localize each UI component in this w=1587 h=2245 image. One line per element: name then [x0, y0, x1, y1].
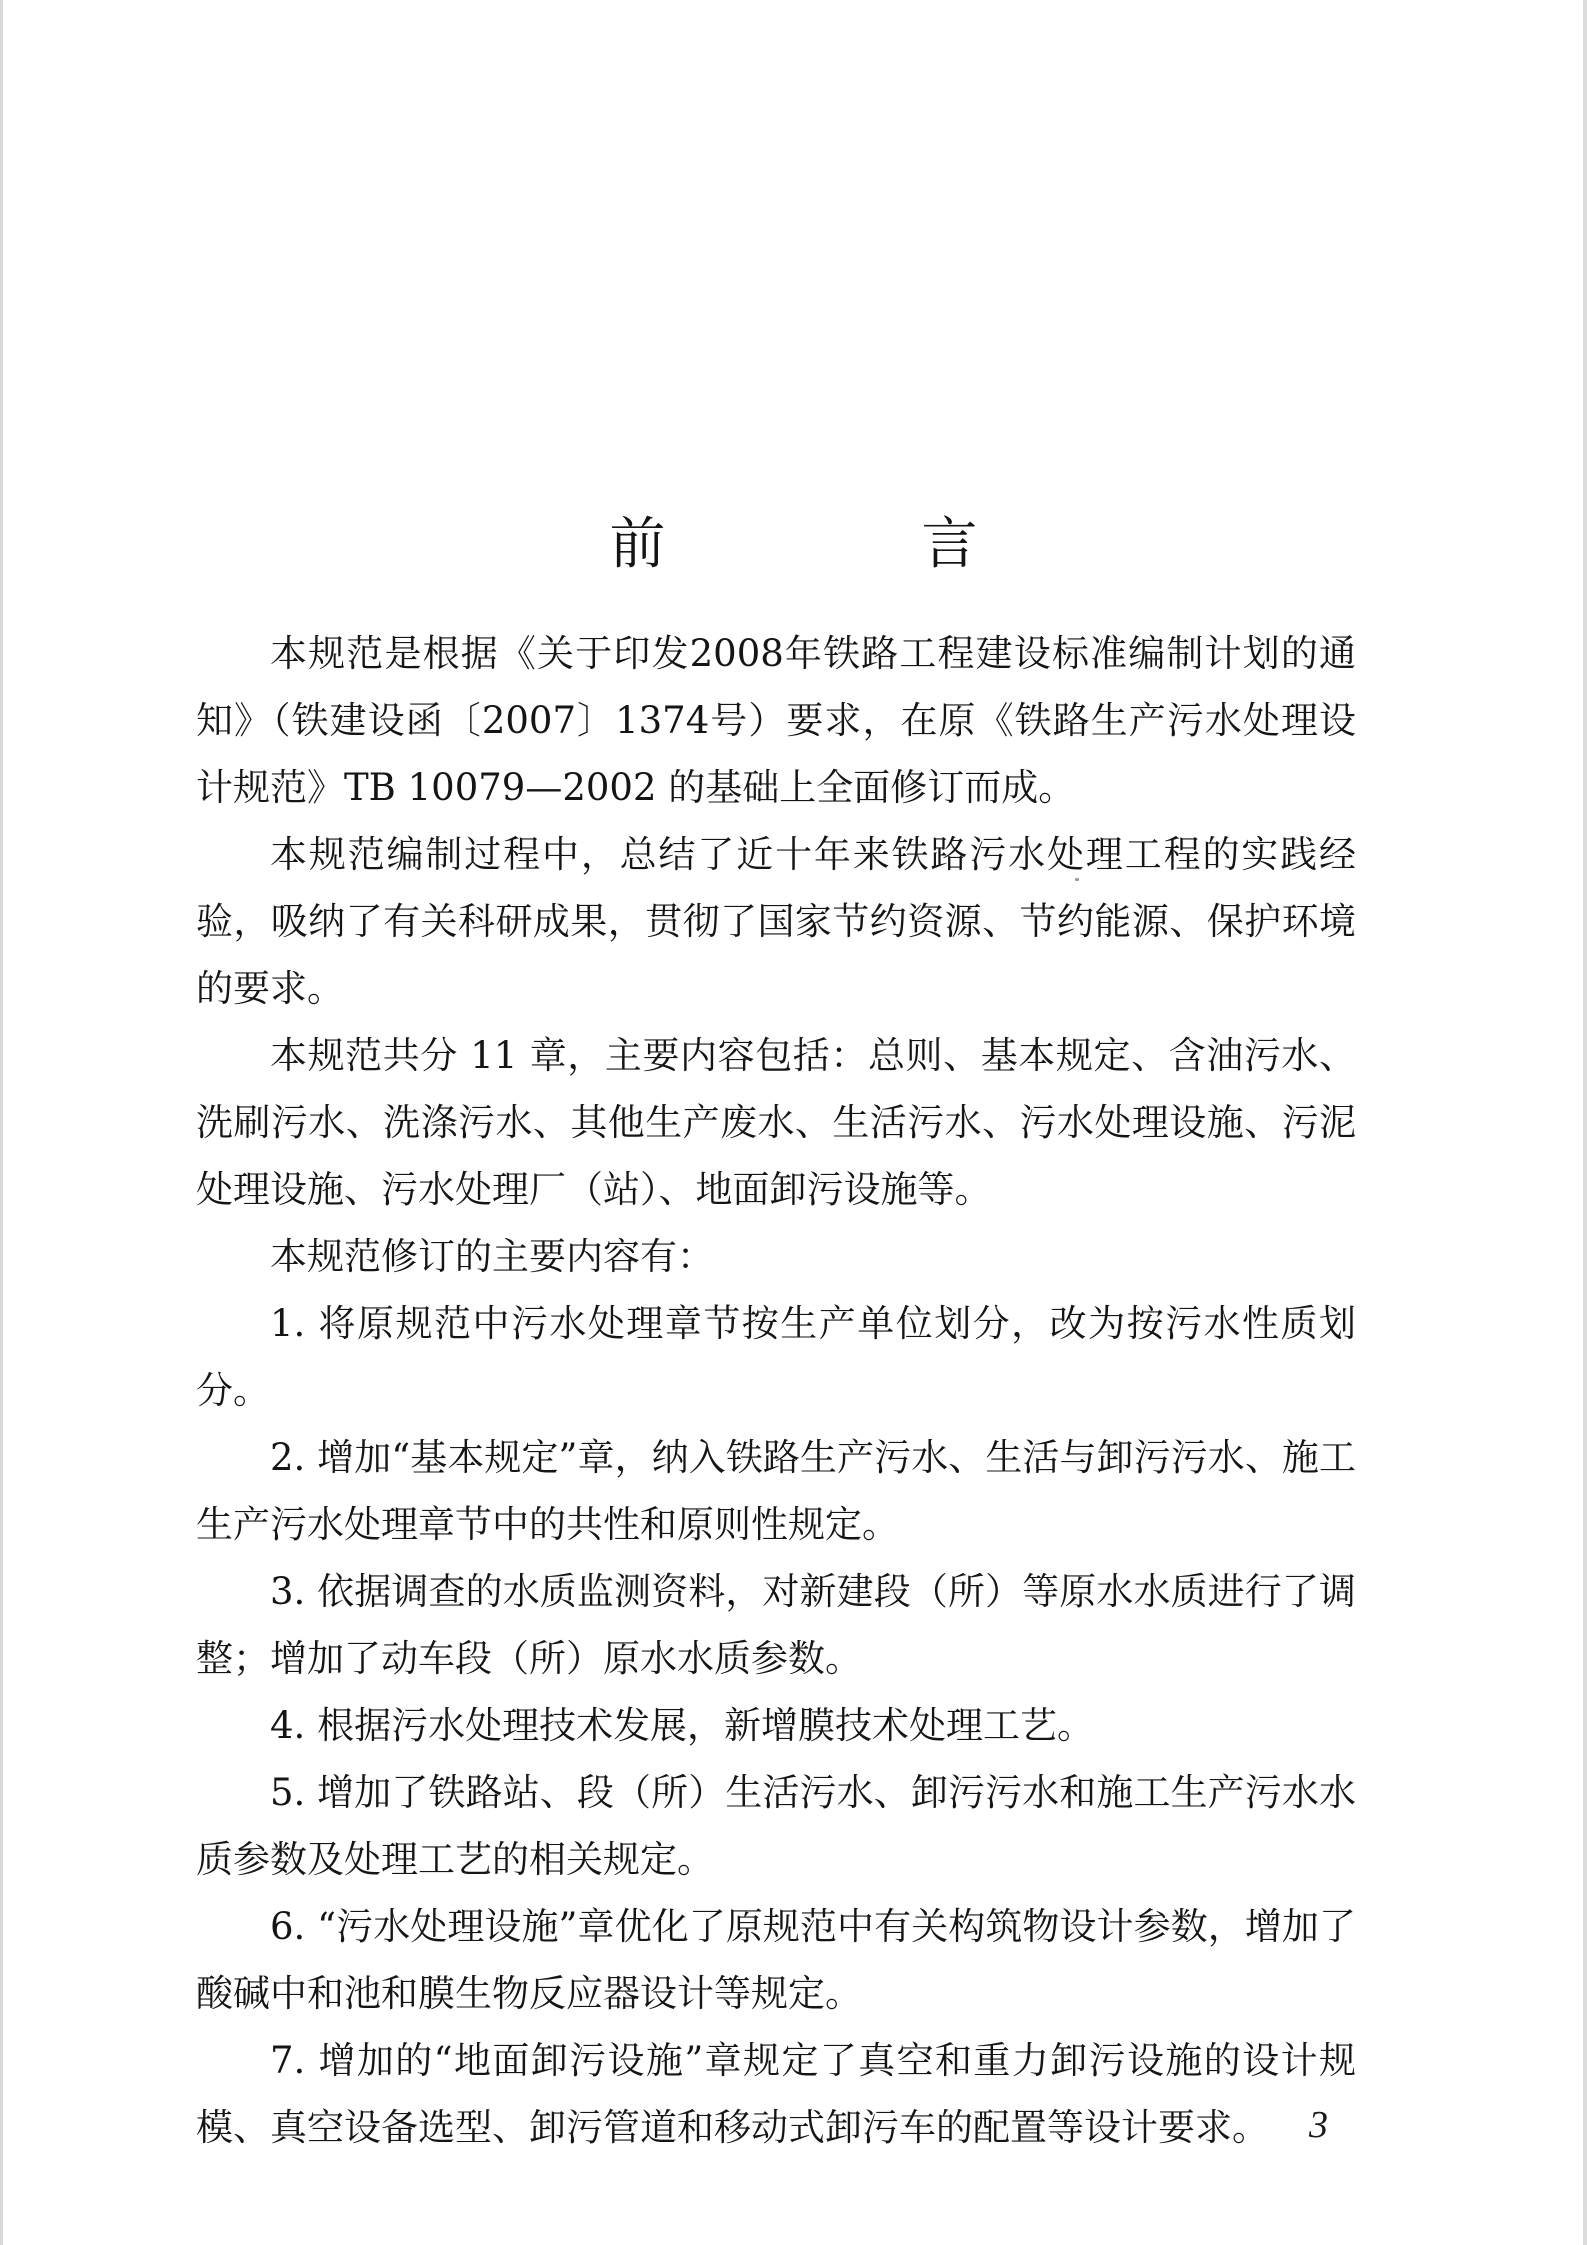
- list-item: 6. “污水处理设施”章优化了原规范中有关构筑物设计参数，增加了酸碱中和池和膜生物反应器设计等规定。: [196, 1905, 1356, 2015]
- list-item: 3. 依据调查的水质监测资料，对新建段（所）等原水水质进行了调整；增加了动车段（所）原水水质参数。: [196, 1570, 1356, 1680]
- scan-right-edge: [1583, 0, 1587, 2245]
- list-item: 7. 增加的“地面卸污设施”章规定了真空和重力卸污设施的设计规模、真空设备选型、卸污管道和移动式卸污车的配置等设计要求。: [196, 2039, 1356, 2149]
- list-item: 5. 增加了铁路站、段（所）生活污水、卸污污水和施工生产污水水质参数及处理工艺的相关规定。: [196, 1771, 1356, 1881]
- body-text: [196, 620, 1356, 2161]
- paragraph: 本规范共分 11 章，主要内容包括：总则、基本规定、含油污水、洗刷污水、洗涤污水、其他生产废水、生活污水、污水处理设施、污泥处理设施、污水处理厂（站）、地面卸污设施等。: [196, 1034, 1356, 1211]
- scan-speck: [1075, 878, 1079, 881]
- list-item: 4. 根据污水处理技术发展，新增膜技术处理工艺。: [270, 1704, 1095, 1747]
- list-item: 1. 将原规范中污水处理章节按生产单位划分，改为按污水性质划分。: [196, 1302, 1356, 1412]
- list-item: 2. 增加“基本规定”章，纳入铁路生产污水、生活与卸污污水、施工生产污水处理章节中的共性和原则性规定。: [196, 1436, 1356, 1546]
- page-title: 前 言: [609, 512, 1078, 577]
- scan-left-edge: [0, 0, 3, 2245]
- paragraph: 本规范是根据《关于印发2008年铁路工程建设标准编制计划的通知》（铁建设函〔2007〕1374号）要求，在原《铁路生产污水处理设计规范》TB 10079—2002 的基础上全面修订而成。: [196, 632, 1356, 809]
- page-number: 3: [1309, 2104, 1328, 2146]
- paragraph: 本规范修订的主要内容有：: [270, 1235, 714, 1278]
- paragraph: 本规范编制过程中，总结了近十年来铁路污水处理工程的实践经验，吸纳了有关科研成果，贯彻了国家节约资源、节约能源、保护环境的要求。: [196, 833, 1356, 1010]
